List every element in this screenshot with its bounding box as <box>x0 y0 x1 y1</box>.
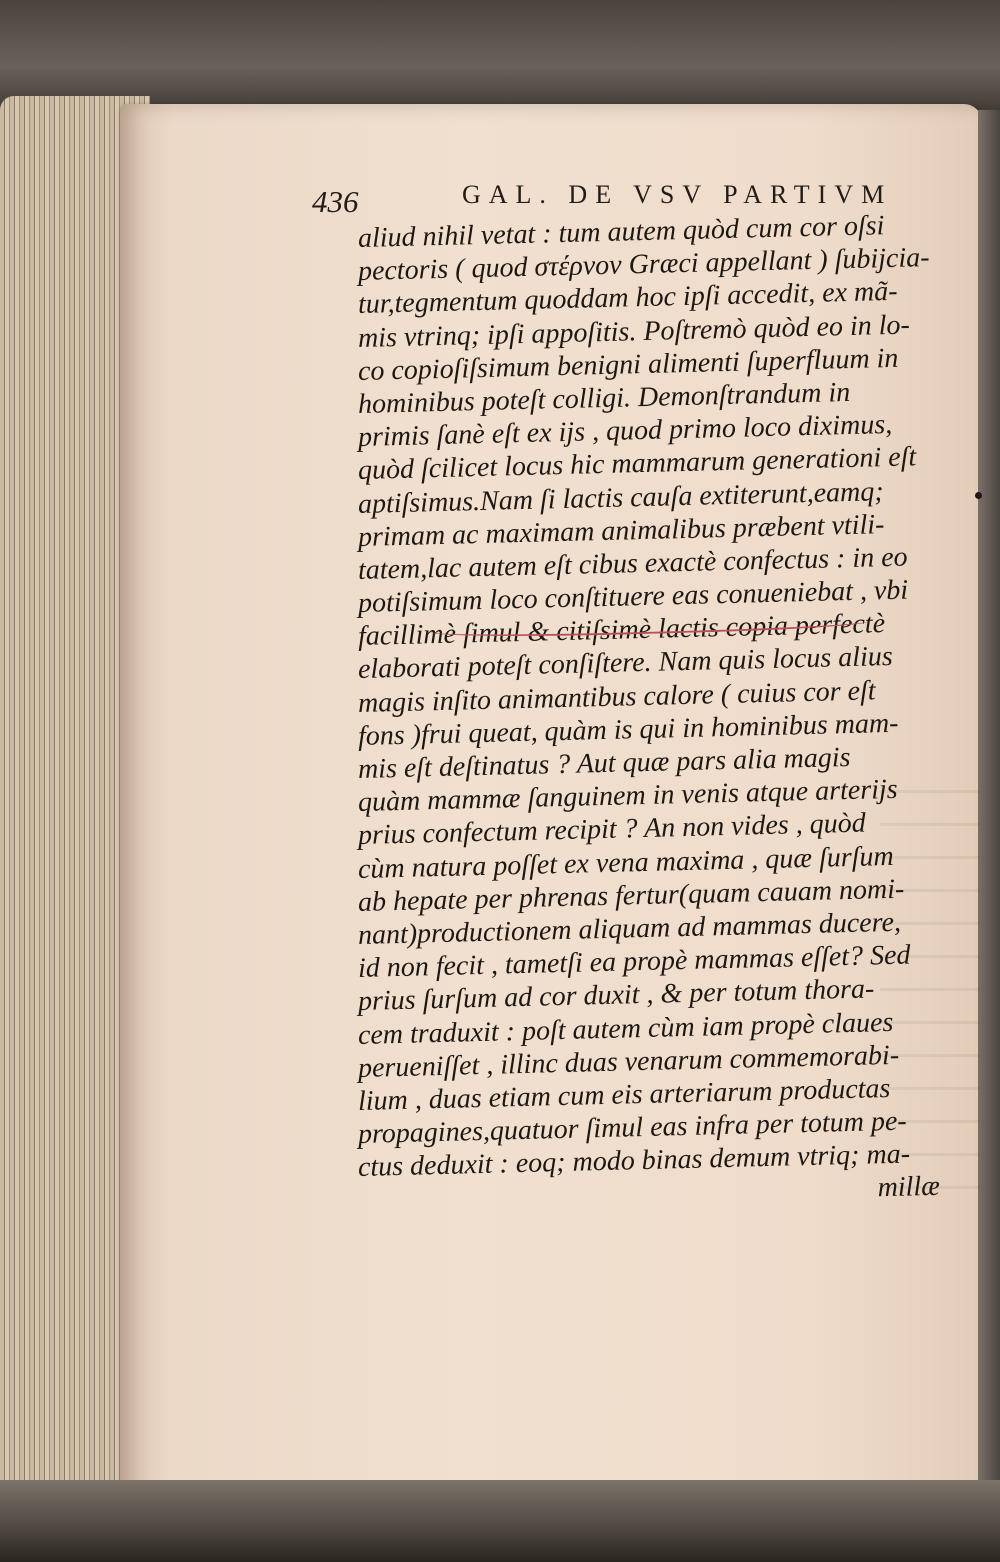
text-line: hominibus poteſt colligi. Demonſtrandum in <box>357 376 851 420</box>
text-line: quàm mammæ ſanguinem in venis atque arterijs <box>357 774 898 819</box>
text-line: pectoris ( quod στέρνον Græci appellant ) ſubijcia- <box>357 242 930 288</box>
text-line: lium , duas etiam cum eis arteriarum productas <box>357 1072 891 1117</box>
running-head: GAL. DE VSV PARTIVM <box>462 180 893 209</box>
text-line: quòd ſcilicet locus hic mammarum generationi eſt <box>357 441 917 487</box>
text-line: primis ſanè eſt ex ijs , quod primo loco diximus, <box>357 409 893 454</box>
book-cover-bottom <box>0 1480 1000 1562</box>
text-line: prius confectum recipit ? An non vides , quòd <box>357 807 867 852</box>
text-line: id non fecit , tametſi ea propè mammas eſſet? Sed <box>357 939 911 985</box>
text-line: ctus deduxit : eoq; modo binas demum vtriq; ma- <box>357 1138 911 1184</box>
text-line: nant)productionem aliquam ad mammas ducere, <box>357 906 902 951</box>
catchword: millæ <box>877 1171 941 1204</box>
body-text <box>357 210 970 1218</box>
book-cover-top <box>0 0 1000 120</box>
text-line: potiſsimum loco conſtituere eas conueniebat , vbi <box>357 574 909 620</box>
page-number: 436 <box>312 184 359 219</box>
text-line: primam ac maximam animalibus præbent vtili- <box>357 508 885 553</box>
text-line: facillimè ſimul & citiſsimè lactis copia perfectè <box>357 608 886 653</box>
text-line: tur,tegmentum quoddam hoc ipſi accedit, ex mã- <box>357 276 898 321</box>
text-line: elaborati poteſt conſiſtere. Nam quis locus alius <box>357 641 894 686</box>
text-line: aliud nihil vetat : tum autem quòd cum cor oſsi <box>357 210 885 254</box>
book-cover-right <box>978 110 1000 1500</box>
text-line: propagines,quatuor ſimul eas infra per totum pe- <box>357 1105 908 1151</box>
text-line: aptiſsimus.Nam ſi lactis cauſa extiterunt,eamq; <box>357 475 884 520</box>
text-line: tatem,lac autem eſt cibus exactè confectus : in eo <box>357 541 908 586</box>
text-line: cùm natura poſſet ex vena maxima , quæ ſurſum <box>357 840 895 885</box>
text-line: cem traduxit : poſt autem cùm iam propè claues <box>357 1006 894 1051</box>
text-line: perueniſſet , illinc duas venarum commemorabi- <box>357 1039 900 1084</box>
text-line: mis vtrinq; ipſi appoſitis. Poſtremò quòd eo in lo- <box>357 309 911 354</box>
text-line: mis eſt deſtinatus ? Aut quæ pars alia magis <box>357 741 851 785</box>
margin-mark <box>975 492 982 499</box>
text-line: fons )frui queat, quàm is qui in hominibus mam- <box>357 707 899 752</box>
text-line: magis inſito animantibus calore ( cuius cor eſt <box>357 674 876 719</box>
text-line: co copioſiſsimum benigni alimenti ſuperfluum in <box>357 342 899 387</box>
text-line: ab hepate per phrenas fertur(quam cauam nomi- <box>357 873 905 918</box>
text-line: prius ſurſum ad cor duxit , & per totum thora- <box>357 973 875 1018</box>
